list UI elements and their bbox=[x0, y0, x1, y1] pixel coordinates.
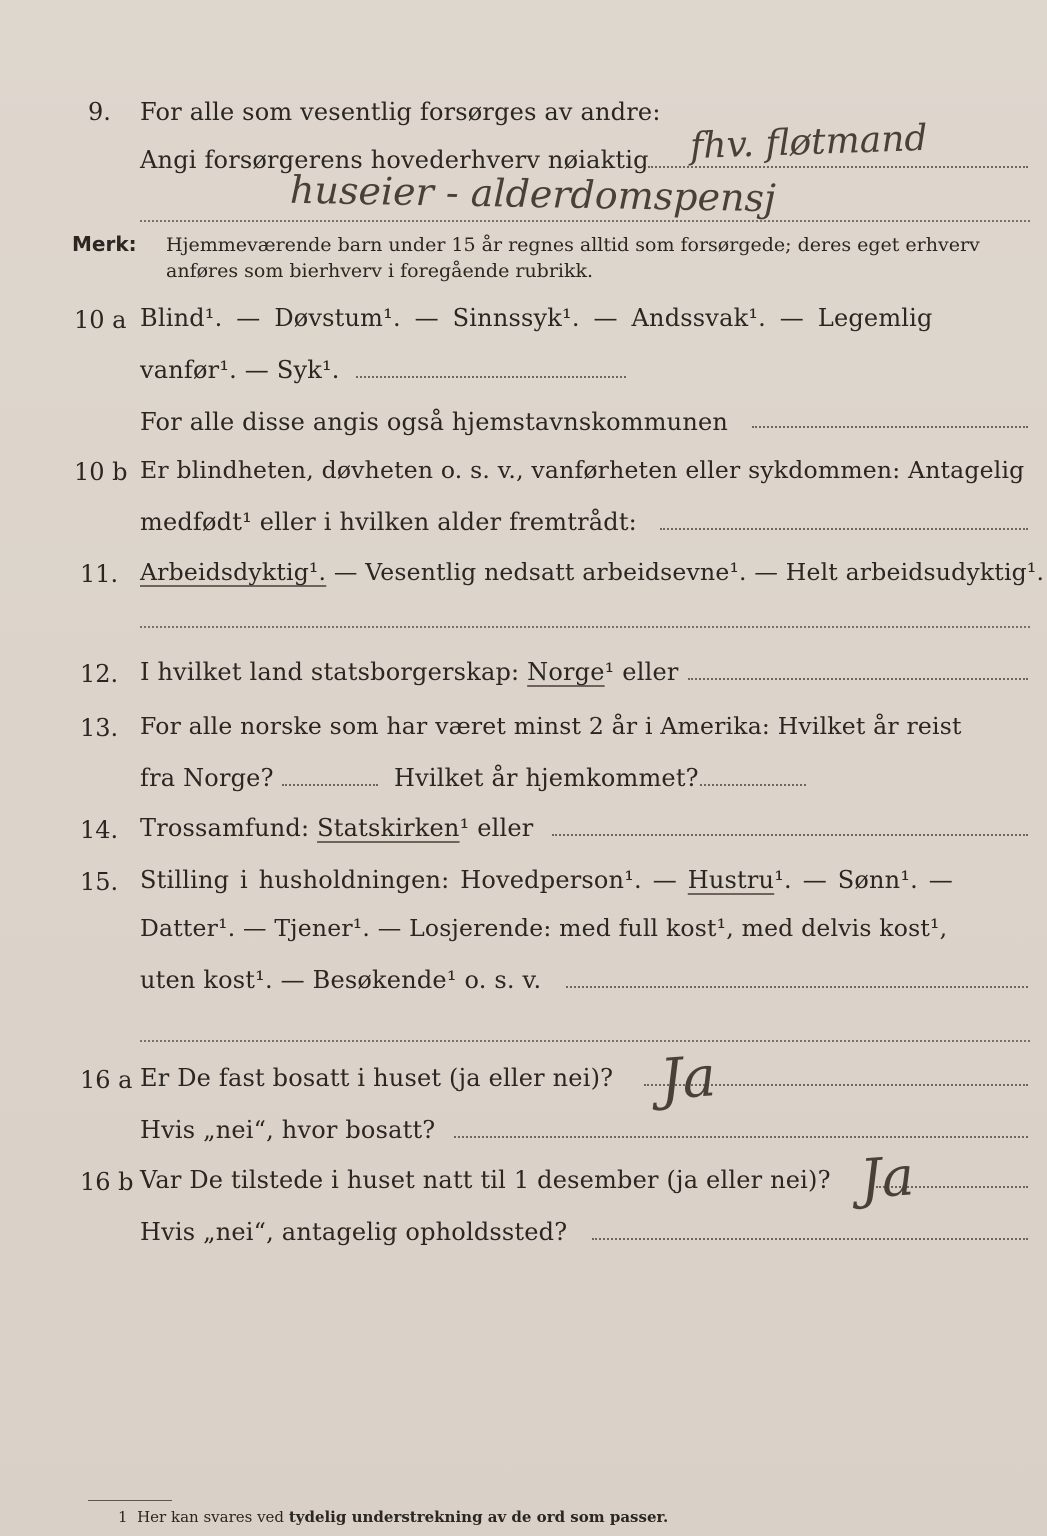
q9-line2: Angi forsørgerens hovederhverv nøiaktig bbox=[140, 146, 649, 174]
q15-line2: Datter¹. — Tjener¹. — Losjerende: med full kost¹, med delvis kost¹, bbox=[140, 914, 948, 942]
q16b-number: 16 b bbox=[80, 1168, 134, 1196]
q11-number: 11. bbox=[80, 560, 119, 588]
q10b-line1: Er blindheten, døvheten o. s. v., vanførheten eller sykdommen: Antagelig bbox=[140, 456, 1025, 484]
merk-line1: Hjemmeværende barn under 15 år regnes alltid som forsørgede; deres eget erhverv bbox=[166, 234, 980, 256]
q14-pre: Trossamfund: bbox=[140, 814, 318, 842]
q13-line1: For alle norske som har været minst 2 år i Amerika: Hvilket år reist bbox=[140, 712, 962, 740]
q12-number: 12. bbox=[80, 660, 119, 688]
footnote-mark: 1 bbox=[118, 1508, 128, 1526]
q10a-answer-line bbox=[356, 376, 626, 378]
q12-post: ¹ eller bbox=[604, 658, 679, 686]
q14-text bbox=[140, 814, 533, 842]
q15-line1 bbox=[140, 866, 953, 894]
q15-underlined-hustru: Hustru bbox=[687, 866, 775, 894]
q10a-number: 10 a bbox=[74, 306, 127, 334]
q14-post: ¹ eller bbox=[459, 814, 534, 842]
q9-number: 9. bbox=[88, 98, 111, 126]
q9-answer-line2 bbox=[140, 220, 1030, 222]
merk-line2: anføres som bierhverv i foregående rubrikk. bbox=[166, 260, 594, 282]
q16a-number: 16 a bbox=[80, 1066, 133, 1094]
q16a-line1: Er De fast bosatt i huset (ja eller nei)? bbox=[140, 1064, 614, 1092]
q16b-residence-line bbox=[592, 1238, 1028, 1240]
q15-answer-line bbox=[566, 986, 1028, 988]
q15-separator-line bbox=[140, 1040, 1030, 1042]
q12-underlined-norge: Norge bbox=[527, 658, 605, 686]
q16b-line2: Hvis „nei“, antagelig opholdssted? bbox=[140, 1218, 568, 1246]
q13-year-home-line bbox=[700, 784, 806, 786]
q10b-line2: medfødt¹ eller i hvilken alder fremtrådt: bbox=[140, 508, 637, 536]
q9-handwritten-answer2: huseier - alderdomspensj bbox=[289, 167, 777, 221]
footnote-rule bbox=[88, 1500, 172, 1501]
q16a-line2: Hvis „nei“, hvor bosatt? bbox=[140, 1116, 436, 1144]
q12-text bbox=[140, 658, 679, 686]
q10b-number: 10 b bbox=[74, 458, 128, 486]
q10b-answer-line bbox=[660, 528, 1028, 530]
q14-underlined-statskirken: Statskirken bbox=[317, 814, 460, 842]
q10a-hometown-line bbox=[752, 426, 1028, 428]
q11-answer-line bbox=[140, 626, 1030, 628]
q16a-residence-line bbox=[454, 1136, 1028, 1138]
q15-line1a: Stilling i husholdningen: Hovedperson¹. — bbox=[140, 866, 688, 894]
q12-answer-line bbox=[688, 678, 1028, 680]
q14-number: 14. bbox=[80, 816, 119, 844]
q13-year-left-line bbox=[282, 784, 378, 786]
q12-pre: I hvilket land statsborgerskap: bbox=[140, 658, 528, 686]
footnote-text: Her kan svares ved bbox=[137, 1508, 289, 1526]
q11-underlined-arbeidsdyktig: Arbeidsdyktig¹. bbox=[140, 558, 327, 586]
q9-handwritten-answer1: fhv. fløtmand bbox=[689, 117, 929, 168]
q11-rest: — Vesentlig nedsatt arbeidsevne¹. — Helt arbeidsudyktig¹. bbox=[326, 558, 1045, 586]
q10a-line1: Blind¹. — Døvstum¹. — Sinnssyk¹. — Andssvak¹. — Legemlig bbox=[140, 304, 933, 332]
q15-line1b: ¹. — Sønn¹. — bbox=[774, 866, 954, 894]
merk-label: Merk: bbox=[72, 232, 137, 256]
q10a-line3: For alle disse angis også hjemstavnskommunen bbox=[140, 408, 729, 436]
q13-number: 13. bbox=[80, 714, 119, 742]
q13-line2b: Hvilket år hjemkommet? bbox=[394, 764, 699, 792]
footnote bbox=[118, 1508, 668, 1526]
q15-number: 15. bbox=[80, 868, 119, 896]
q16a-handwritten-answer: Ja bbox=[657, 1044, 719, 1113]
q14-answer-line bbox=[552, 834, 1028, 836]
footnote-bold-text: tydelig understrekning av de ord som passer. bbox=[288, 1508, 669, 1526]
q15-line3: uten kost¹. — Besøkende¹ o. s. v. bbox=[140, 966, 542, 994]
q9-line1: For alle som vesentlig forsørges av andre: bbox=[140, 98, 661, 126]
q16b-line1: Var De tilstede i huset natt til 1 desember (ja eller nei)? bbox=[140, 1166, 831, 1194]
q16b-handwritten-answer: Ja bbox=[857, 1144, 916, 1211]
q13-line2a: fra Norge? bbox=[140, 764, 274, 792]
q10a-line2: vanfør¹. — Syk¹. bbox=[140, 356, 340, 384]
q11-text bbox=[140, 558, 1044, 586]
